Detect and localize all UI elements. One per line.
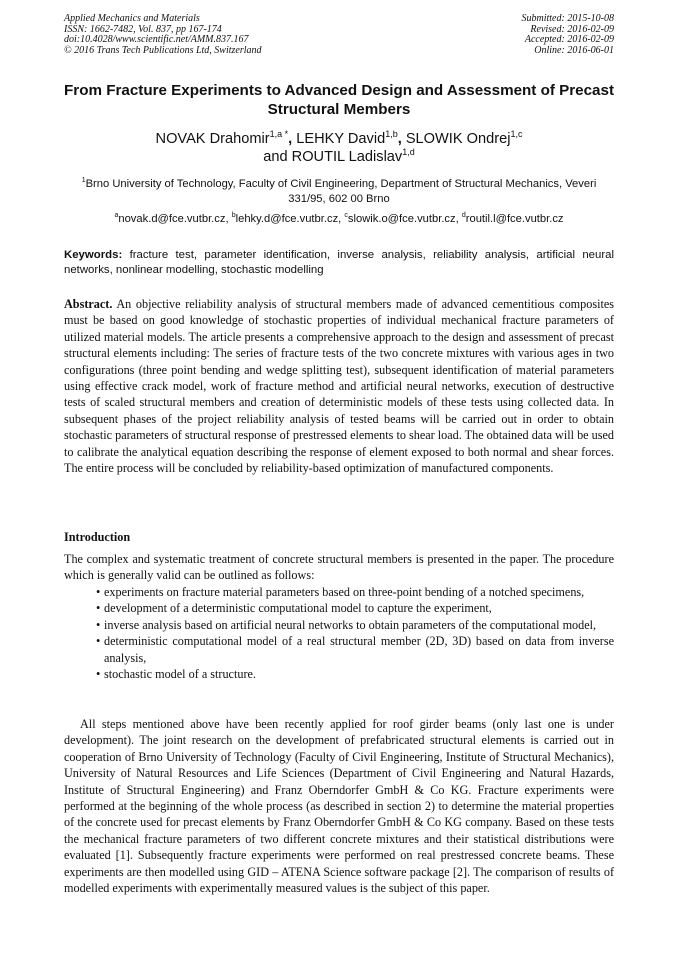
journal-copyright: © 2016 Trans Tech Publications Ltd, Switzerland: [64, 44, 262, 56]
email-mark: c: [344, 212, 348, 219]
list-item: [96, 600, 614, 616]
bullet-symbol: •: [96, 585, 101, 599]
author-name: and ROUTIL Ladislav: [263, 149, 403, 165]
affiliation: [64, 177, 614, 207]
email-address: novak.d@fce.vutbr.cz,: [118, 213, 232, 225]
keywords: [64, 248, 614, 277]
author-line-1: [64, 130, 614, 148]
keywords-label: Keywords:: [64, 249, 123, 261]
email-address: lehky.d@fce.vutbr.cz,: [235, 213, 345, 225]
list-item-text: inverse analysis based on artificial neural networks to obtain parameters of the computational model,: [104, 617, 597, 632]
author-affiliation-mark: 1,d: [402, 147, 415, 157]
bullet-symbol: •: [96, 601, 101, 616]
date-online: Online: 2016-06-01: [534, 44, 614, 56]
author-name: SLOWIK Ondrej: [405, 131, 511, 147]
abstract-label: Abstract.: [64, 297, 113, 311]
author-name: NOVAK Drahomir: [155, 131, 270, 147]
list-item-text: experiments on fracture material parameters based on three-point bending of a notched specimens,: [104, 585, 585, 599]
bullet-symbol: •: [96, 634, 101, 649]
email-address: slowik.o@fce.vutbr.cz,: [347, 213, 462, 225]
list-item-text: development of a deterministic computational model to capture the experiment,: [104, 601, 492, 616]
email-address: routil.l@fce.vutbr.cz: [465, 213, 564, 225]
author-separator: ,: [288, 131, 297, 147]
bullet-symbol: •: [96, 667, 101, 682]
abstract-text: An objective reliability analysis of structural members made of advanced cementitious composites must be based on good knowledge of stochastic properties of individual mechanical fracture parameters of utilized material models. The article presents a comprehensive approach to the design and assessment of precast structural elements including: The series of fracture tests of the two concrete mixtures with various ages in two configurations (three point bending and wedge splitting test), subsequent identification of material parameters using effective crack model, work of fracture method and artificial neural networks, execution of destructive tests of scaled structural members and creation of deterministic models of these tests using collected data. In subsequent phases of the project reliability analysis of tested beams will be carried out in order to obtain stochastic parameters of structural response of prestressed elements to shear load. The obtained data will be used to calibrate the analytical equation describing the response of element exposed to both normal and shear forces. The entire process will be concluded by reliability-based optimization of manufactured components.: [64, 297, 615, 476]
keywords-text: fracture test, parameter identification, inverse analysis, reliability analysis, artificial neural networks, nonlinear modelling, stochastic modelling: [64, 249, 614, 276]
date-revised: Revised: 2016-02-09: [530, 23, 614, 35]
section-heading-introduction: Introduction: [64, 530, 131, 544]
list-item-text: deterministic computational model of a real structural member (2D, 3D) based on data from inverse analysis,: [104, 634, 614, 665]
bullet-symbol: •: [96, 617, 101, 632]
paper-title: From Fracture Experiments to Advanced Design and Assessment of Precast Structural Members: [64, 82, 615, 118]
date-submitted: Submitted: 2015-10-08: [521, 13, 614, 24]
author-name: LEHKY David: [296, 131, 386, 147]
list-item: [96, 617, 614, 633]
affiliation-text: Brno University of Technology, Faculty of Civil Engineering, Department of Structural Mechanics, Veveri 331/95, 602 00 Brno: [85, 178, 597, 205]
list-item: [96, 666, 614, 682]
introduction-paragraph-1: The complex and systematic treatment of concrete structural members is presented in the paper. The procedure which is generally valid can be outlined as follows:: [64, 552, 614, 583]
list-item-text: stochastic model of a structure.: [104, 667, 256, 682]
journal-header-left: [64, 14, 262, 56]
email-mark: d: [461, 212, 466, 219]
list-item: [96, 633, 614, 666]
abstract: [64, 296, 614, 476]
journal-doi: doi:10.4028/www.scientific.net/AMM.837.167: [64, 34, 249, 46]
email-mark: b: [231, 212, 236, 219]
date-accepted: Accepted: 2016-02-09: [524, 34, 614, 46]
author-affiliation-mark: 1,b: [385, 129, 398, 139]
journal-header-right: [522, 14, 615, 56]
list-item: [96, 584, 614, 600]
email-mark: a: [114, 212, 119, 219]
procedure-list: [96, 584, 614, 682]
introduction-paragraph-2: All steps mentioned above have been recently applied for roof girder beams (only last one is under development). The joint research on the development of prefabricated structural elements is carried out in cooperation of Brno University of Technology (Faculty of Civil Engineering, Institute of Structural Mechanics), University of Natural Resources and Life Sciences (Department of Civil Engineering and Natural Hazards, Institute of Structural Engineering) and Franz Oberndorfer GmbH & Co KG. Fracture experiments were performed at the beginning of the whole process (as described in section 2) to determine the material properties of the concrete used for precast elements by Franz Oberndorfer GmbH & Co KG company. Based on these tests the mechanical fracture parameters of two different concrete mixtures and their statistical distributions were evaluated [1]. Subsequently fracture experiments were performed on real prestressed concrete beams. These experiments are then modelled using GID – ATENA Science software package [2]. The comparison of results of modelled experiments with experimentally measured values is the subject of this paper.: [64, 717, 614, 896]
journal-issn: ISSN: 1662-7482, Vol. 837, pp 167-174: [64, 23, 222, 35]
author-affiliation-mark: 1,a *: [269, 129, 289, 139]
author-line-2: [64, 148, 614, 166]
journal-name: Applied Mechanics and Materials: [64, 13, 200, 24]
author-affiliation-mark: 1,c: [510, 129, 523, 139]
affiliation-mark: 1: [81, 177, 86, 184]
author-separator: ,: [397, 131, 406, 147]
author-emails: [64, 212, 614, 227]
author-list: [64, 130, 614, 166]
